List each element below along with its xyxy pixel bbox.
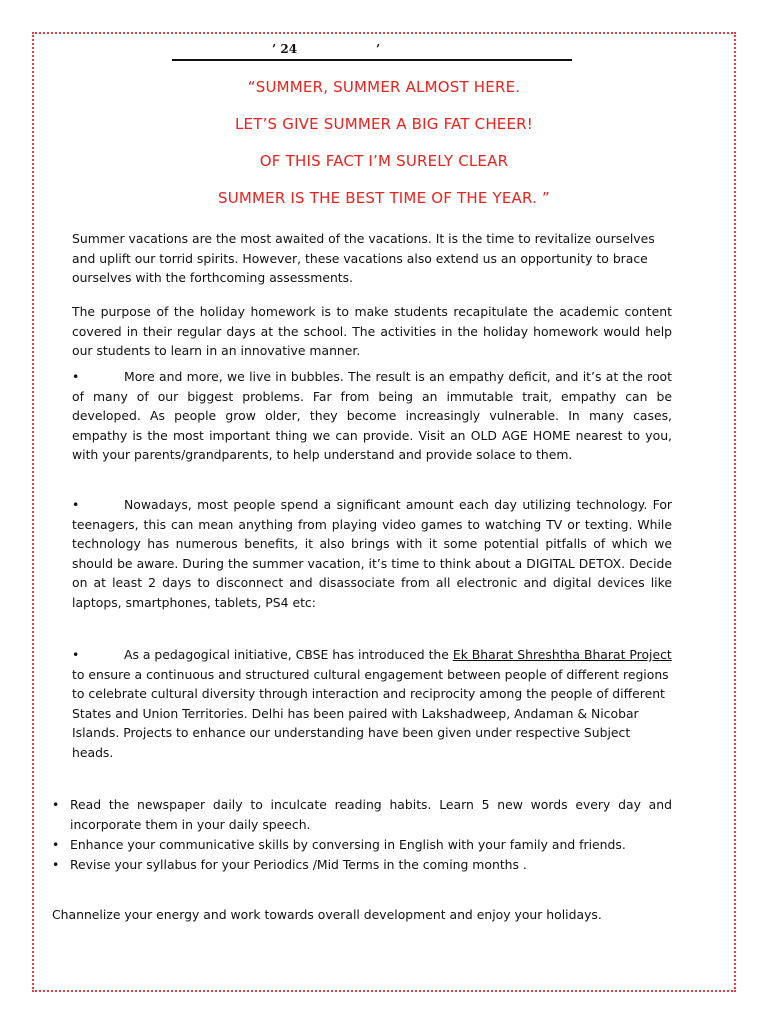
poem-line: “SUMMER, SUMMER ALMOST HERE. (247, 78, 521, 96)
poem-line: SUMMER IS THE BEST TIME OF THE YEAR. ” (217, 189, 551, 207)
ebsb-project-link[interactable]: Ek Bharat Shreshtha Bharat Project (452, 647, 672, 662)
list-item (52, 855, 672, 875)
bullet-detox-text: Nowadays, most people spend a significant amount each day utilizing technology. For teenagers, this can mean anything from playing video games to watching TV or texting. While technology has numerous benefits, it also brings with it some potential pitfalls of which we should be aware. During the summer vacation, it’s time to think about a DIGITAL DETOX. Decide on at least 2 days to disconnect and disassociate from all electronic and digital devices like laptops, smartphones, tablets, PS4 etc: (72, 497, 672, 610)
ebsb-text-before: As a pedagogical initiative, CBSE has introduced the (124, 647, 453, 662)
bullet-icon: • (72, 369, 80, 384)
task-text: Read the newspaper daily to inculcate reading habits. Learn 5 new words every day and incorporate them in your daily speech. (70, 797, 672, 832)
bullet-ebsb (72, 645, 672, 762)
date-part2: ’ (376, 42, 381, 56)
bullet-icon: • (72, 647, 80, 662)
bullet-icon: • (52, 857, 60, 872)
task-list (52, 795, 672, 875)
list-item (52, 835, 672, 855)
bullet-empathy-text: More and more, we live in bubbles. The result is an empathy deficit, and it’s at the root of many of our biggest problems. Far from being an immutable trait, empathy can be developed. As people grow older, they become increasingly vulnerable. In many cases, empathy is the most important thing we can provide. Visit an OLD AGE HOME nearest to you, with your parents/grandparents, to help understand and provide solace to them. (72, 369, 672, 462)
purpose-paragraph: The purpose of the holiday homework is to make students recapitulate the academic content covered in their regular days at the school. The activities in the holiday homework would help our students to learn in an innovative manner. (72, 304, 672, 358)
bullet-icon: • (72, 497, 80, 512)
closing-line: Channelize your energy and work towards overall development and enjoy your holidays. (52, 907, 602, 922)
date-part1: ’ 24 (272, 42, 298, 56)
bullet-empathy (72, 367, 672, 465)
intro-paragraph: Summer vacations are the most awaited of the vacations. It is the time to revitalize ourselves and uplift our torrid spirits. However, these vacations also extend us an opportunity to brace ourselves with the forthcoming assessments. (72, 231, 655, 285)
task-text: Enhance your communicative skills by conversing in English with your family and friends. (70, 837, 626, 852)
bullet-digital-detox (72, 495, 672, 612)
date-line (172, 42, 572, 61)
poem-line: LET’S GIVE SUMMER A BIG FAT CHEER! (234, 115, 534, 133)
bullet-icon: • (52, 837, 60, 852)
poem-line: OF THIS FACT I’M SURELY CLEAR (259, 152, 509, 170)
list-item (52, 795, 672, 835)
ebsb-text-after: to ensure a continuous and structured cultural engagement between people of different regions to celebrate cultural diversity through interaction and reciprocity among the people of different States and Union Territories. Delhi has been paired with Lakshadweep, Andaman & Nicobar Islands. Projects to enhance our understanding have been given under respective Subject heads. (72, 666, 669, 760)
task-text: Revise your syllabus for your Periodics /Mid Terms in the coming months . (70, 857, 527, 872)
bullet-icon: • (52, 797, 60, 812)
summer-poem (40, 76, 728, 224)
